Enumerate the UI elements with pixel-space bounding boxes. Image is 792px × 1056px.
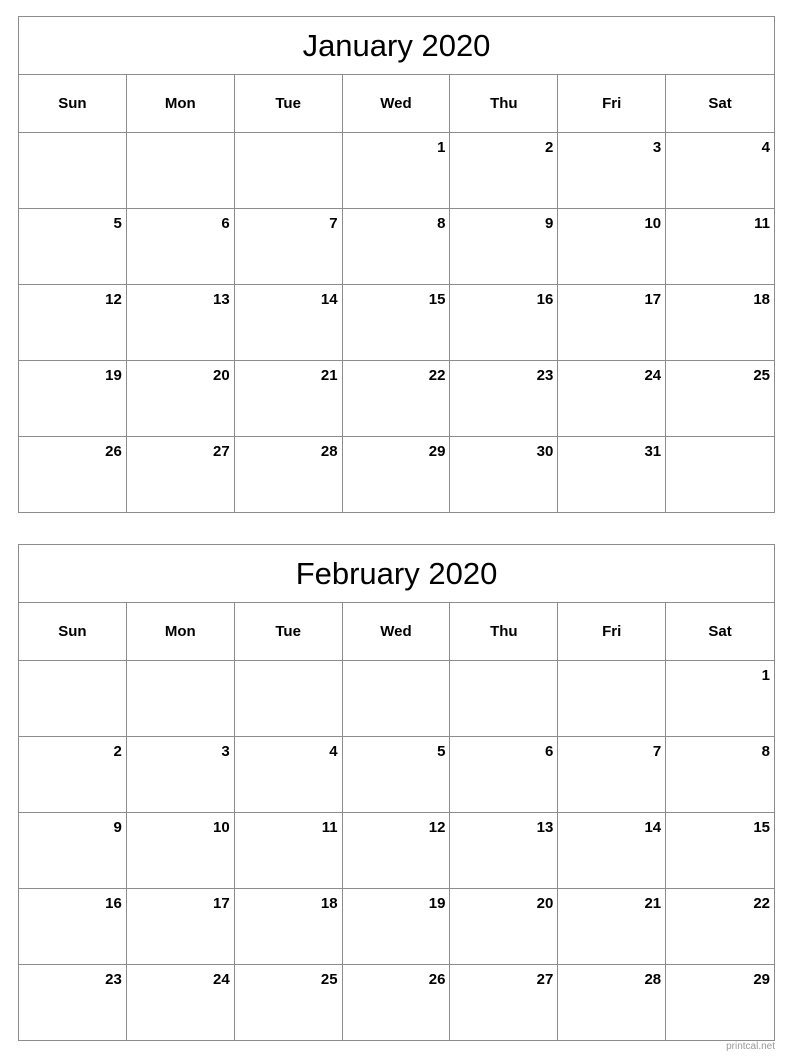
day-cell: 7: [558, 737, 666, 813]
week-row: [19, 813, 775, 889]
week-row: [19, 661, 775, 737]
day-cell: 26: [19, 437, 127, 513]
day-cell: [127, 661, 235, 737]
weekday-header-row: [19, 603, 775, 661]
day-cell: 17: [558, 285, 666, 361]
day-cell: 5: [343, 737, 451, 813]
day-cell: [343, 661, 451, 737]
day-cell: 8: [343, 209, 451, 285]
day-cell: 11: [235, 813, 343, 889]
weekday-label: Wed: [343, 75, 451, 133]
week-row: [19, 133, 775, 209]
day-cell: 7: [235, 209, 343, 285]
day-cell: 1: [666, 661, 775, 737]
day-cell: 16: [19, 889, 127, 965]
day-cell: 26: [343, 965, 451, 1041]
day-cell: [235, 133, 343, 209]
day-cell: [558, 661, 666, 737]
weekday-label: Sun: [19, 75, 127, 133]
month-title: January 2020: [19, 17, 775, 75]
week-row: [19, 737, 775, 813]
day-cell: 14: [558, 813, 666, 889]
day-cell: 18: [666, 285, 775, 361]
day-cell: 14: [235, 285, 343, 361]
day-cell: 1: [343, 133, 451, 209]
day-cell: 27: [450, 965, 558, 1041]
week-row: [19, 361, 775, 437]
day-cell: 22: [666, 889, 775, 965]
day-cell: 30: [450, 437, 558, 513]
day-cell: 13: [127, 285, 235, 361]
day-cell: 24: [558, 361, 666, 437]
day-cell: 29: [666, 965, 775, 1041]
day-cell: [666, 437, 775, 513]
calendar-month-february: [18, 544, 775, 1041]
day-cell: 20: [127, 361, 235, 437]
day-cell: 17: [127, 889, 235, 965]
day-cell: 23: [450, 361, 558, 437]
weekday-label: Fri: [558, 75, 666, 133]
weekday-header-row: [19, 75, 775, 133]
day-cell: 6: [127, 209, 235, 285]
day-cell: 22: [343, 361, 451, 437]
weekday-label: Tue: [235, 75, 343, 133]
weekday-label: Sat: [666, 75, 775, 133]
day-cell: 27: [127, 437, 235, 513]
day-cell: 3: [558, 133, 666, 209]
day-cell: 25: [666, 361, 775, 437]
day-cell: 13: [450, 813, 558, 889]
calendar-month-january: [18, 16, 775, 513]
day-cell: 19: [343, 889, 451, 965]
day-cell: 28: [558, 965, 666, 1041]
week-row: [19, 965, 775, 1041]
weekday-label: Tue: [235, 603, 343, 661]
day-cell: 16: [450, 285, 558, 361]
weekday-label: Mon: [127, 603, 235, 661]
week-row: [19, 209, 775, 285]
day-cell: 2: [19, 737, 127, 813]
day-cell: 9: [450, 209, 558, 285]
day-cell: 12: [19, 285, 127, 361]
weekday-label: Fri: [558, 603, 666, 661]
week-row: [19, 285, 775, 361]
month-title: February 2020: [19, 545, 775, 603]
day-cell: 21: [558, 889, 666, 965]
day-cell: 15: [666, 813, 775, 889]
day-cell: 15: [343, 285, 451, 361]
weekday-label: Sat: [666, 603, 775, 661]
day-cell: 9: [19, 813, 127, 889]
day-cell: [450, 661, 558, 737]
week-row: [19, 437, 775, 513]
day-cell: 21: [235, 361, 343, 437]
weekday-label: Sun: [19, 603, 127, 661]
day-cell: 8: [666, 737, 775, 813]
day-cell: 19: [19, 361, 127, 437]
day-cell: 2: [450, 133, 558, 209]
day-cell: 23: [19, 965, 127, 1041]
day-cell: 4: [666, 133, 775, 209]
day-cell: 25: [235, 965, 343, 1041]
day-cell: 12: [343, 813, 451, 889]
day-cell: [19, 661, 127, 737]
day-cell: 6: [450, 737, 558, 813]
day-cell: 18: [235, 889, 343, 965]
day-cell: 3: [127, 737, 235, 813]
weekday-label: Thu: [450, 603, 558, 661]
day-cell: 4: [235, 737, 343, 813]
day-cell: 24: [127, 965, 235, 1041]
day-cell: 31: [558, 437, 666, 513]
day-cell: 28: [235, 437, 343, 513]
day-cell: 10: [558, 209, 666, 285]
day-cell: 20: [450, 889, 558, 965]
week-row: [19, 889, 775, 965]
day-cell: [235, 661, 343, 737]
site-credit: printcal.net: [726, 1041, 775, 1052]
weekday-label: Mon: [127, 75, 235, 133]
weekday-label: Thu: [450, 75, 558, 133]
day-cell: [127, 133, 235, 209]
day-cell: [19, 133, 127, 209]
day-cell: 5: [19, 209, 127, 285]
day-cell: 11: [666, 209, 775, 285]
weekday-label: Wed: [343, 603, 451, 661]
day-cell: 10: [127, 813, 235, 889]
day-cell: 29: [343, 437, 451, 513]
